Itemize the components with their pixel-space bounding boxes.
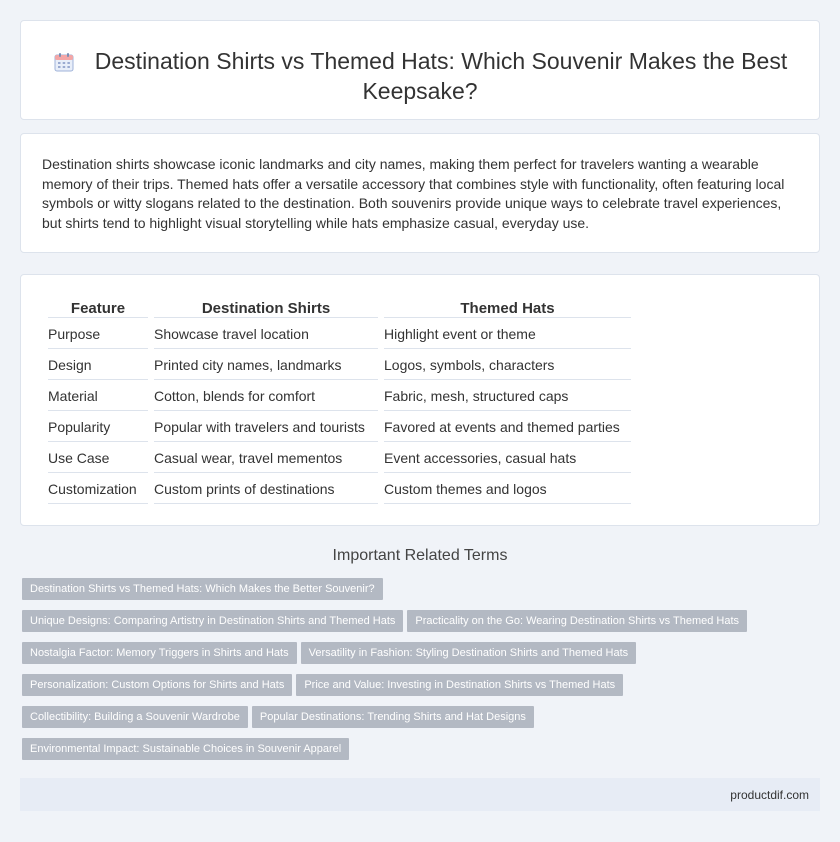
column-header-feature: Feature [48,298,148,318]
related-term-tag[interactable]: Destination Shirts vs Themed Hats: Which Makes the Better Souvenir? [22,578,383,600]
table-cell: Popularity [48,413,148,442]
table-row [48,351,631,380]
table-cell: Popular with travelers and tourists [154,413,378,442]
page-title: Destination Shirts vs Themed Hats: Which Souvenir Makes the Best Keepsake? [94,48,788,104]
table-cell: Purpose [48,320,148,349]
table-cell: Custom prints of destinations [154,475,378,504]
table-cell: Use Case [48,444,148,473]
related-term-tag[interactable]: Environmental Impact: Sustainable Choices in Souvenir Apparel [22,738,349,760]
related-term-tag[interactable]: Nostalgia Factor: Memory Triggers in Shirts and Hats [22,642,297,664]
table-cell: Material [48,382,148,411]
header-title-row [21,46,819,106]
related-term-tag[interactable]: Versatility in Fashion: Styling Destination Shirts and Themed Hats [301,642,637,664]
footer-bar [20,778,820,811]
table-row [48,475,631,504]
intro-paragraph: Destination shirts showcase iconic landmarks and city names, making them perfect for travelers wanting a wearable memory of their trips. Themed hats offer a versatile accessory that combines style with functionality, often featuring local symbols or witty slogans related to the destination. Both souvenirs provide unique ways to celebrate travel experiences, but shirts tend to highlight visual storytelling while hats emphasize casual, everyday use. [42,156,785,231]
related-terms-heading: Important Related Terms [332,547,508,564]
related-term-tag[interactable]: Collectibility: Building a Souvenir Wardrobe [22,706,248,728]
table-row [48,320,631,349]
table-cell: Casual wear, travel mementos [154,444,378,473]
related-term-tag[interactable]: Personalization: Custom Options for Shirts and Hats [22,674,292,696]
table-cell: Cotton, blends for comfort [154,382,378,411]
table-cell: Highlight event or theme [384,320,631,349]
comparison-card [20,274,820,526]
table-row [48,382,631,411]
table-cell: Custom themes and logos [384,475,631,504]
table-cell: Showcase travel location [154,320,378,349]
related-term-tag[interactable]: Unique Designs: Comparing Artistry in Destination Shirts and Themed Hats [22,610,403,632]
related-term-tag[interactable]: Practicality on the Go: Wearing Destination Shirts vs Themed Hats [407,610,747,632]
footer-site-name: productdif.com [730,788,809,802]
table-cell: Customization [48,475,148,504]
related-term-tag[interactable]: Price and Value: Investing in Destination Shirts vs Themed Hats [296,674,623,696]
related-terms-list [22,578,822,770]
table-cell: Logos, symbols, characters [384,351,631,380]
table-cell: Printed city names, landmarks [154,351,378,380]
calendar-icon [53,51,75,73]
header-card [20,20,820,120]
table-cell: Design [48,351,148,380]
table-row [48,444,631,473]
column-header-themed-hats: Themed Hats [384,298,631,318]
comparison-table [42,296,637,506]
intro-card [20,133,820,253]
column-header-destination-shirts: Destination Shirts [154,298,378,318]
table-cell: Fabric, mesh, structured caps [384,382,631,411]
table-row [48,413,631,442]
table-cell: Favored at events and themed parties [384,413,631,442]
related-term-tag[interactable]: Popular Destinations: Trending Shirts and Hat Designs [252,706,534,728]
table-cell: Event accessories, casual hats [384,444,631,473]
table-header-row [48,298,631,318]
